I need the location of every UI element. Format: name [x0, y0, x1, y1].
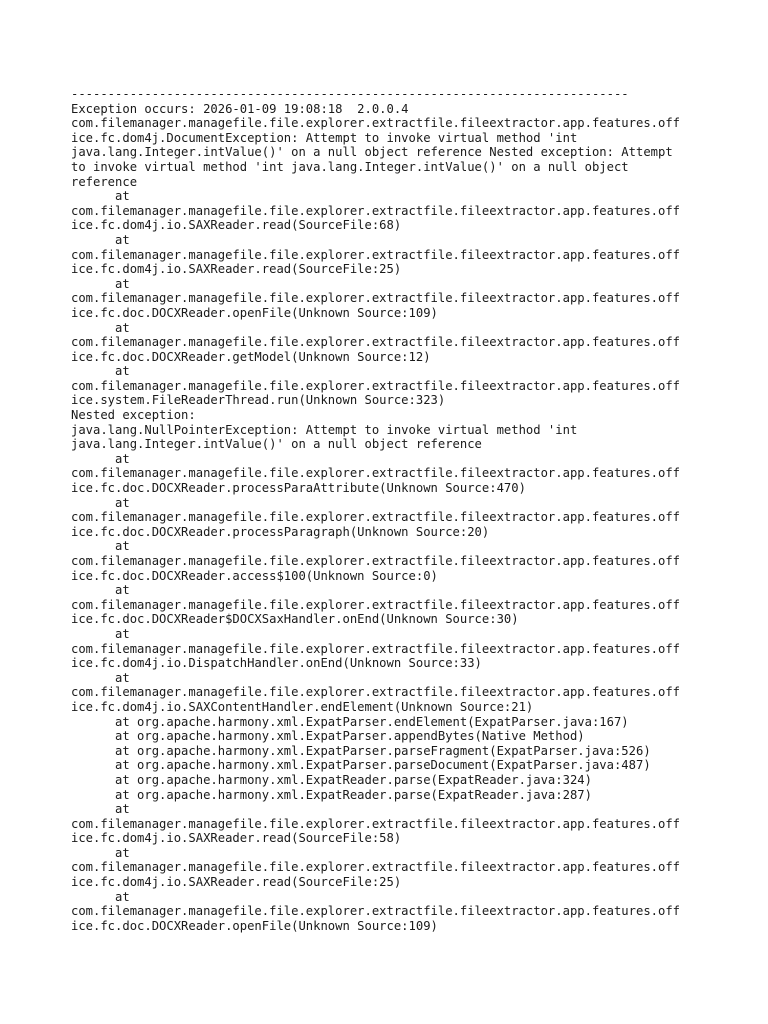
- log-line: at: [71, 189, 130, 204]
- log-line: at: [71, 889, 130, 904]
- log-line: at org.apache.harmony.xml.ExpatParser.parseFragment(ExpatParser.java:526): [71, 743, 651, 758]
- log-line: ice.fc.doc.DOCXReader.access$100(Unknown Source:0): [71, 568, 438, 583]
- log-line: ice.fc.dom4j.io.DispatchHandler.onEnd(Unknown Source:33): [71, 656, 482, 671]
- log-line: ice.fc.dom4j.io.SAXReader.read(SourceFile:25): [71, 262, 402, 277]
- log-line: reference: [71, 174, 138, 189]
- log-line: ice.fc.doc.DOCXReader$DOCXSaxHandler.onEnd(Unknown Source:30): [71, 612, 519, 627]
- log-line: ice.system.FileReaderThread.run(Unknown Source:323): [71, 393, 446, 408]
- log-line: ice.fc.dom4j.io.SAXReader.read(SourceFile:25): [71, 875, 402, 890]
- log-line: at: [71, 495, 130, 510]
- log-line: ice.fc.doc.DOCXReader.processParagraph(Unknown Source:20): [71, 524, 490, 539]
- log-line: Nested exception:: [71, 408, 196, 423]
- log-line: java.lang.Integer.intValue()' on a null object reference: [71, 437, 482, 452]
- log-line: ice.fc.doc.DOCXReader.openFile(Unknown Source:109): [71, 918, 438, 933]
- log-line: at: [71, 583, 130, 598]
- log-line: at: [71, 845, 130, 860]
- log-line: at org.apache.harmony.xml.ExpatParser.parseDocument(ExpatParser.java:487): [71, 758, 651, 773]
- log-line: com.filemanager.managefile.file.explorer.extractfile.fileextractor.app.features.off: [71, 247, 681, 262]
- log-line: java.lang.NullPointerException: Attempt to invoke virtual method 'int: [71, 422, 578, 437]
- log-line: ice.fc.dom4j.DocumentException: Attempt to invoke virtual method 'int: [71, 130, 578, 145]
- log-line: at: [71, 364, 130, 379]
- log-line: at: [71, 626, 130, 641]
- log-line: at org.apache.harmony.xml.ExpatParser.endElement(ExpatParser.java:167): [71, 714, 629, 729]
- log-line: at: [71, 670, 130, 685]
- separator-line: ----------------------------------------------------------------------------: [71, 87, 629, 101]
- log-line: com.filemanager.managefile.file.explorer.extractfile.fileextractor.app.features.off: [71, 554, 681, 568]
- log-line: com.filemanager.managefile.file.explorer.extractfile.fileextractor.app.features.off: [71, 335, 681, 350]
- exception-log: [71, 87, 680, 933]
- log-line: at: [71, 539, 130, 554]
- log-line: com.filemanager.managefile.file.explorer.extractfile.fileextractor.app.features.off: [71, 116, 681, 131]
- log-line: at: [71, 232, 130, 247]
- log-line: com.filemanager.managefile.file.explorer.extractfile.fileextractor.app.features.off: [71, 510, 681, 525]
- log-line: to invoke virtual method 'int java.lang.Integer.intValue()' on a null object: [71, 159, 629, 174]
- log-line: at: [71, 802, 130, 817]
- log-line: com.filemanager.managefile.file.explorer.extractfile.fileextractor.app.features.off: [71, 597, 681, 612]
- log-line: java.lang.Integer.intValue()' on a null object reference Nested exception: Attempt: [71, 145, 673, 160]
- log-line: at: [71, 451, 130, 466]
- log-line: ice.fc.dom4j.io.SAXReader.read(SourceFile:68): [71, 218, 402, 233]
- log-line: com.filemanager.managefile.file.explorer.extractfile.fileextractor.app.features.off: [71, 203, 681, 218]
- log-line: at org.apache.harmony.xml.ExpatReader.parse(ExpatReader.java:287): [71, 787, 592, 802]
- log-line: ice.fc.doc.DOCXReader.processParaAttribute(Unknown Source:470): [71, 481, 526, 496]
- log-line: ice.fc.dom4j.io.SAXContentHandler.endElement(Unknown Source:21): [71, 699, 534, 714]
- log-line: com.filemanager.managefile.file.explorer.extractfile.fileextractor.app.features.off: [71, 291, 681, 306]
- log-line: com.filemanager.managefile.file.explorer.extractfile.fileextractor.app.features.off: [71, 466, 681, 481]
- log-line: at org.apache.harmony.xml.ExpatParser.appendBytes(Native Method): [71, 729, 585, 744]
- log-line: com.filemanager.managefile.file.explorer.extractfile.fileextractor.app.features.off: [71, 904, 681, 919]
- log-line: com.filemanager.managefile.file.explorer.extractfile.fileextractor.app.features.off: [71, 641, 681, 656]
- log-line: ice.fc.doc.DOCXReader.getModel(Unknown Source:12): [71, 349, 431, 364]
- log-line: at: [71, 276, 130, 291]
- log-line: ice.fc.dom4j.io.SAXReader.read(SourceFile:58): [71, 831, 402, 846]
- log-line: com.filemanager.managefile.file.explorer.extractfile.fileextractor.app.features.off: [71, 816, 681, 831]
- log-line: at org.apache.harmony.xml.ExpatReader.parse(ExpatReader.java:324): [71, 772, 592, 787]
- log-line: com.filemanager.managefile.file.explorer.extractfile.fileextractor.app.features.off: [71, 860, 681, 875]
- log-line: Exception occurs: 2026-01-09 19:08:18 2.0.0.4: [71, 101, 409, 116]
- log-line: at: [71, 320, 130, 335]
- log-line: ice.fc.doc.DOCXReader.openFile(Unknown Source:109): [71, 305, 438, 320]
- log-line: com.filemanager.managefile.file.explorer.extractfile.fileextractor.app.features.off: [71, 378, 681, 393]
- log-line: com.filemanager.managefile.file.explorer.extractfile.fileextractor.app.features.off: [71, 685, 681, 700]
